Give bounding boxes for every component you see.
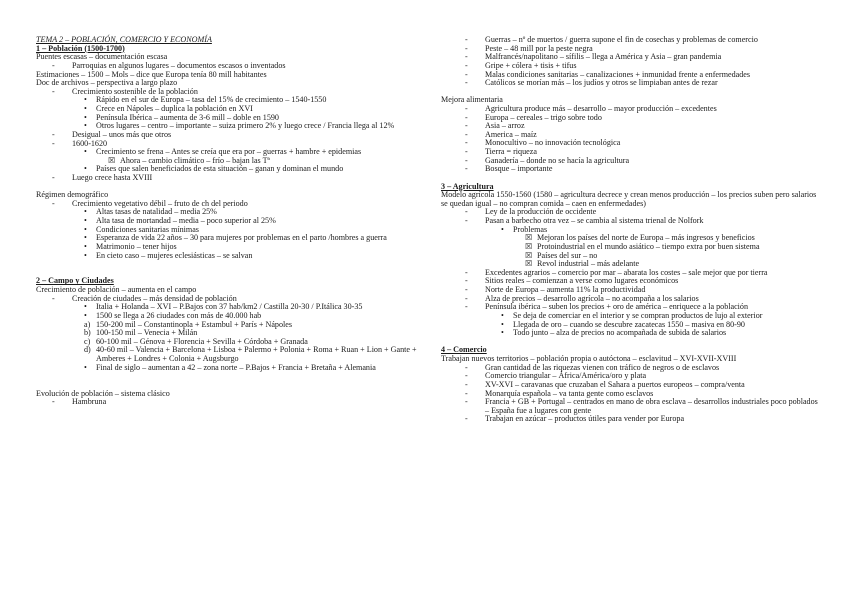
line-text: 1600-1620 [72,138,108,148]
list-item [36,252,420,261]
line-text: Protoindustrial en el mundo asiático – tiempo extra por buen sistema [537,241,760,251]
list-item [36,174,420,183]
list-marker: - [465,129,468,139]
line-text: Ahora – cambio climático – frío – bajan las Tª [120,155,270,165]
list-marker: - [465,43,468,53]
line-text: Malas condiciones sanitarias – canalizaciones + inmunidad frente a enfermedades [485,69,751,79]
line-text: Alza de precios – desarrollo agrícola – no acompaña a los salarios [485,293,699,303]
list-item [441,398,821,415]
list-marker: - [465,103,468,113]
list-item [441,79,821,88]
right-column [441,36,821,424]
line-text: Pasan a barbecho otra vez – se cambia al sistema trienal de Nolfork [485,216,704,226]
line-text: 100-150 mil – Venecia + Milán [96,328,198,338]
line-text: Llegada de oro – cuando se descubre zacatecas 1550 – masiva en 80-90 [513,319,745,329]
list-marker: - [465,379,468,389]
bullet-icon: • [84,250,87,260]
line-text: Desigual – unos más que otros [72,129,172,139]
list-marker: - [465,60,468,70]
bullet-icon: • [84,104,87,113]
line-text: 2 – Campo y Ciudades [36,276,114,286]
line-text: Países que salen beneficiados de esta situación – ganan y dominan el mundo [96,164,344,174]
line-text: Italia + Holanda – XVI – P.Bajos con 37 hab/km2 / Castilla 20-30 / P.Itálica 30-35 [96,302,363,312]
list-marker: - [465,112,468,122]
line-text: Asia – arroz [485,121,525,131]
line-text: Revol industrial – más adelante [537,259,640,269]
line-text: Evolución de población – sistema clásico [36,388,170,398]
line-text: Régimen demográfico [36,190,109,200]
line-text: 60-100 mil – Génova + Florencia + Sevilla + Córdoba + Granada [96,336,308,346]
list-marker: - [52,86,55,96]
bullet-icon: • [501,319,504,329]
bullet-icon: • [84,95,87,105]
line-text: Puentes escasas – documentación escasa [36,52,168,62]
text-line [441,191,821,208]
line-text: Alta tasa de mortandad – media – poco superior al 25% [96,216,276,226]
list-item [36,234,420,243]
list-marker: b) [84,328,91,338]
list-item [441,329,821,338]
line-text: Crecimiento se frena – Antes se creía que era por – guerras + hambre + epidemias [96,147,362,157]
bullet-icon: • [84,147,87,157]
bullet-icon: • [84,233,87,243]
list-item [441,217,821,226]
bullet-icon: • [84,164,87,174]
bullet-icon: • [501,328,504,338]
checkbox-bullet-icon: ☒ [525,259,533,269]
line-text: Mejoran los países del norte de Europa – más ingresos y beneficios [537,233,755,243]
list-marker: a) [84,319,91,329]
list-marker: - [465,397,468,407]
list-marker: - [52,60,55,70]
line-text: 40-60 mil – Valencia + Barcelona + Lisboa + Palermo + Polonia + Roma + Ruan + Lion + Gante + Amberes + Londres + Colonia + Augsburgo [96,345,417,364]
blank-line [36,372,420,381]
line-text: Bosque – importante [485,164,553,174]
line-text: Todo junto – alza de precios no acompañada de subida de salarios [513,328,727,338]
line-text: Crece en Nápoles – duplica la población en XVI [96,104,253,113]
line-text: Problemas [513,224,548,234]
list-marker: - [465,285,468,295]
line-text: Doc de archivos – perspectiva a largo plazo [36,78,178,88]
line-text: Matrimonio – tener hijos [96,241,177,251]
list-item [36,217,420,226]
list-marker: - [465,155,468,165]
list-marker: - [465,35,468,44]
list-marker: - [465,302,468,312]
checkbox-bullet-icon: ☒ [525,250,533,260]
line-text: Mejora alimentaria [441,95,503,105]
list-marker: - [465,267,468,277]
line-text: Comercio triangular – África/América/oro y plata [485,371,647,381]
list-marker: - [465,207,468,217]
bullet-icon: • [501,224,504,234]
list-item [36,200,420,209]
line-text: Otros lugares – centro – importante – suiza primero 2% y luego crece / Francia llega al 12% [96,121,395,131]
line-text: Sitios reales – comienzan a verse como lugares económicos [485,276,679,286]
list-marker: - [465,388,468,398]
line-text: Católicos se morían más – los judíos y otros se limpiaban antes de rezar [485,78,718,88]
line-text: Europa – cereales – trigo sobre todo [485,112,602,122]
line-text: Gripe + cólera + tisis + tifus [485,60,577,70]
list-item [441,415,821,424]
line-text: Trabajan en azúcar – productos útiles para vender por Europa [485,414,685,424]
bullet-icon: • [84,241,87,251]
line-text: America – maíz [485,129,537,139]
line-text: Península Ibérica – aumenta de 3-6 mill – doble en 1590 [96,112,279,122]
list-item [36,321,420,330]
line-text: Peste – 48 mill por la peste negra [485,43,593,53]
line-text: 1500 se llega a 26 ciudades con más de 40.000 hab [96,310,262,320]
line-text: Países del sur – no [537,250,598,260]
line-text: Excedentes agrarios – comercio por mar – abarata los costes – sale mejor que por tierra [485,267,768,277]
checkbox-bullet-icon: ☒ [525,241,533,251]
line-text: Rápido en el sur de Europa – tasa del 15% de crecimiento – 1540-1550 [96,95,327,105]
line-text: Crecimiento sostenible de la población [72,86,198,96]
blank-line [441,338,821,347]
list-item [36,346,420,363]
line-text: TEMA 2 – POBLACIÓN, COMERCIO Y ECONOMÍA [36,35,212,44]
list-item [36,398,420,407]
line-text: Ley de la producción de occidente [485,207,597,217]
line-text: Trabajan nuevos territorios – población propia o autóctona – esclavitud – XVI-XVII-XVIII [441,354,737,364]
line-text: Gran cantidad de las riquezas vienen con tráfico de negros o de esclavos [485,362,720,372]
line-text: Guerras – nº de muertos / guerra supone el fin de cosechas y problemas de comercio [485,35,758,44]
list-marker: c) [84,336,91,346]
bullet-icon: • [84,310,87,320]
bullet-icon: • [84,224,87,234]
bullet-icon: • [84,362,87,372]
line-text: Final de siglo – aumentan a 42 – zona norte – P.Bajos + Francia + Bretaña + Alemania [96,362,376,372]
line-text: Condiciones sanitarias mínimas [96,224,199,234]
bullet-icon: • [84,216,87,226]
line-text: Hambruna [72,397,107,407]
line-text: Esperanza de vida 22 años – 30 para mujeres por problemas en el parto /hombres a guerra [96,233,387,243]
bullet-icon: • [84,302,87,312]
bullet-icon: • [84,207,87,217]
list-marker: - [465,216,468,226]
checkbox-bullet-icon: ☒ [525,233,533,243]
line-text: Península ibérica – suben los precios + oro de américa – enriquece a la población [485,302,749,312]
line-text: Se deja de comerciar en el interior y se compran productos de lujo al exterior [513,310,763,320]
bullet-icon: • [84,112,87,122]
line-text: XV-XVI – caravanas que cruzaban el Sahara a puertos europeos – compra/venta [485,379,745,389]
line-text: Estimaciones – 1500 – Mols – dice que Europa tenía 80 mill habitantes [36,69,267,79]
line-text: 150-200 mil – Constantinopla + Estambul + París + Nápoles [96,319,293,329]
list-marker: - [465,78,468,88]
line-text: Agricultura produce más – desarrollo – mayor producción – excedentes [485,103,717,113]
line-text: 1 – Población (1500-1700) [36,43,125,53]
list-marker: - [465,362,468,372]
line-text: Crecimiento vegetativo débil – fruto de ch del periodo [72,198,248,208]
line-text: 4 – Comercio [441,345,487,355]
list-marker: - [52,293,55,303]
list-marker: - [465,293,468,303]
line-text: Parroquias en algunos lugares – documentos escasos o inventados [72,60,286,70]
list-item [36,364,420,373]
line-text: Crecimiento de población – aumenta en el campo [36,285,197,295]
list-marker: - [52,138,55,148]
list-marker: - [465,276,468,286]
list-marker: - [465,147,468,157]
list-marker: - [52,397,55,407]
list-marker: - [52,198,55,208]
line-text: 3 – Agricultura [441,181,494,191]
line-text: Monarquía española – va tanta gente como esclavos [485,388,654,398]
list-item [441,165,821,174]
line-text: Francia + GB + Portugal – centrados en mano de obra esclava – desarrollos industriales poco poblados – España fue a lugares con gente [485,397,818,415]
list-marker: - [465,414,468,424]
line-text: Monocultivo – no innovación tecnológica [485,138,621,148]
line-text: Altas tasas de natalidad – media 25% [96,207,217,217]
list-marker: - [465,69,468,79]
list-marker: - [465,164,468,174]
list-marker: - [52,129,55,139]
list-item [441,243,821,252]
blank-line [36,260,420,269]
line-text: Modelo agrícola 1550-1560 (1580 – agricultura decrece y crean menos producción – los precios suben pero salarios se quedan igual – no compran comida – caen en enfermedades) [441,190,817,208]
list-marker: - [52,173,55,182]
bullet-icon: • [84,121,87,131]
bullet-icon: • [501,310,504,320]
line-text: Tierra = riqueza [485,147,537,157]
line-text: En cieto caso – mujeres eclesiásticas – se salvan [96,250,253,260]
line-text: Ganadería – donde no se hacía la agricultura [485,155,630,165]
line-text: Creación de ciudades – más densidad de población [72,293,237,303]
list-marker: - [465,371,468,381]
list-marker: - [465,138,468,148]
list-marker: d) [84,345,91,355]
left-column [36,36,420,407]
line-text: Norte de Europa – aumenta 11% la productividad [485,285,646,295]
list-marker: - [465,121,468,131]
blank-line [441,174,821,183]
checkbox-bullet-icon: ☒ [108,155,116,165]
line-text: Luego crece hasta XVIII [72,173,153,182]
line-text: Malfrancés/napolitano – sífilis – llega a América y Asia – gran pandemia [485,52,722,62]
list-marker: - [465,52,468,62]
